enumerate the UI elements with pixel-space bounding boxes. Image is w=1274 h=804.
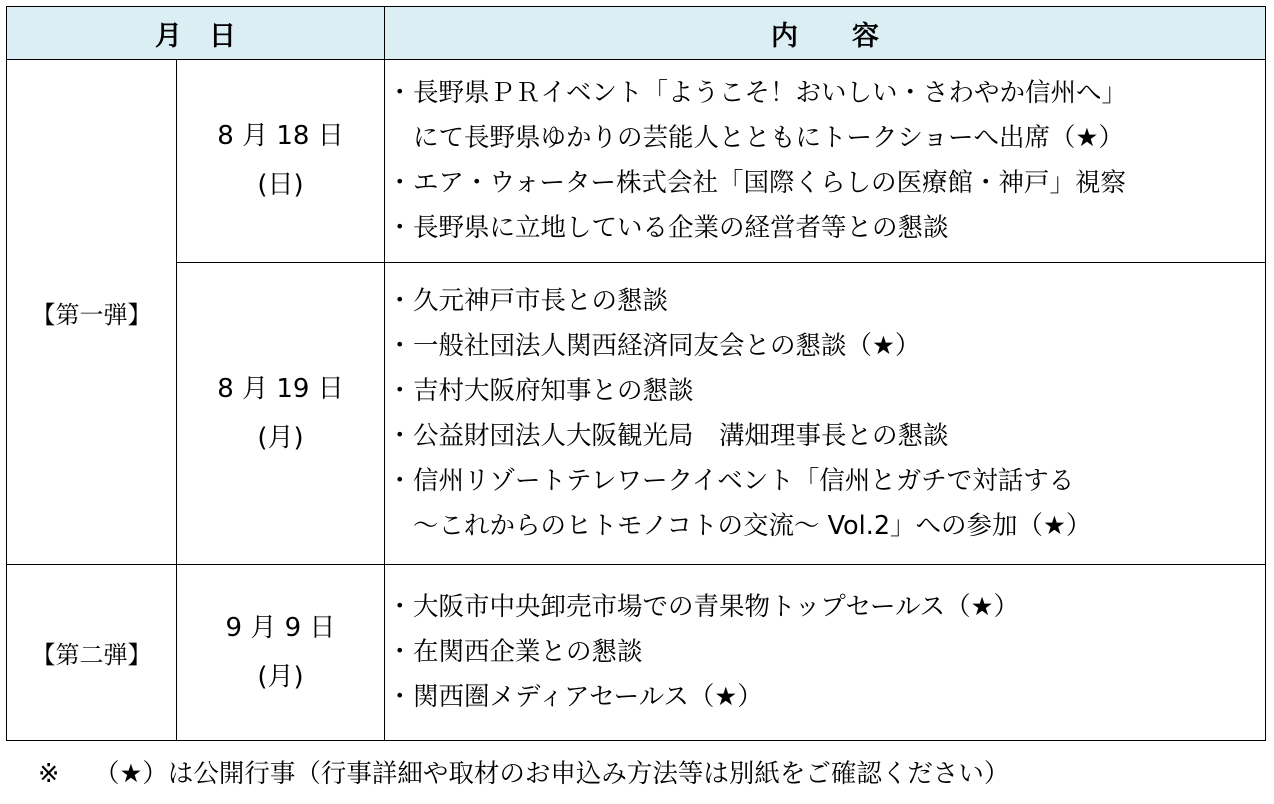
item-text: 一般社団法人関西経済同友会との懇談（★） (413, 330, 921, 361)
list-item (385, 206, 1265, 251)
item-text: 長野県ＰＲイベント「ようこそ！おいしい・さわやか信州へ」 にて長野県ゆかりの芸能人とともにトークショーへ出席（★） (413, 78, 1128, 153)
schedule-row (7, 565, 1266, 741)
weekday-text: (日) (257, 170, 304, 200)
date-cell (177, 263, 385, 565)
item-text: 吉村大阪府知事との懇談 (413, 375, 694, 406)
bullet: ・ (387, 465, 413, 496)
footnote-mark: ※ (38, 759, 60, 789)
list-item (385, 585, 1265, 630)
schedule-table (6, 6, 1266, 741)
item-text: 公益財団法人大阪観光局 溝畑理事長との懇談 (413, 420, 949, 451)
list-item (385, 71, 1265, 161)
bullet: ・ (387, 213, 413, 243)
list-item (385, 414, 1265, 459)
date-text: 8 月 19 日 (217, 373, 344, 404)
schedule-row (7, 263, 1266, 565)
bullet: ・ (387, 78, 413, 108)
content-cell (385, 60, 1266, 263)
item-text: 関西圏メディアセールス（★） (413, 682, 763, 712)
list-item (385, 161, 1265, 206)
item-text: 信州リゾートテレワークイベント「信州とガチで対話する ～これからのヒトモノコトの交流～ Vol.2」への参加（★） (413, 465, 1092, 541)
footnote (38, 752, 1009, 797)
phase-label: 【第二弾】 (7, 565, 177, 741)
item-text: 長野県に立地している企業の経営者等との懇談 (413, 213, 949, 243)
bullet: ・ (387, 375, 413, 406)
list-item (385, 324, 1265, 369)
bullet: ・ (387, 168, 413, 198)
content-column-header: 内 容 (385, 7, 1266, 60)
content-cell (385, 565, 1266, 741)
schedule-row (7, 60, 1266, 263)
date-column-header: 月 日 (7, 7, 385, 60)
item-text: 大阪市中央卸売市場での青果物トップセールス（★） (413, 592, 1020, 622)
list-item (385, 630, 1265, 675)
bullet: ・ (387, 285, 413, 316)
header-row (7, 7, 1266, 60)
date-cell (177, 60, 385, 263)
bullet: ・ (387, 592, 413, 622)
item-text: 久元神戸市長との懇談 (413, 285, 669, 316)
date-text: 9 月 9 日 (225, 612, 336, 643)
bullet: ・ (387, 682, 413, 712)
date-cell (177, 565, 385, 741)
bullet: ・ (387, 420, 413, 451)
list-item (385, 279, 1265, 324)
item-text: エア・ウォーター株式会社「国際くらしの医療館・神戸」視察 (413, 168, 1126, 198)
item-text: 在関西企業との懇談 (413, 637, 643, 667)
content-cell (385, 263, 1266, 565)
list-item (385, 675, 1265, 720)
phase-label: 【第一弾】 (7, 60, 177, 565)
footnote-text: （★）は公開行事（行事詳細や取材のお申込み方法等は別紙をご確認ください） (94, 759, 1010, 789)
bullet: ・ (387, 637, 413, 667)
weekday-text: (月) (257, 661, 304, 692)
list-item (385, 459, 1265, 549)
bullet: ・ (387, 330, 413, 361)
date-text: 8 月 18 日 (217, 121, 344, 151)
weekday-text: (月) (257, 422, 304, 453)
list-item (385, 369, 1265, 414)
